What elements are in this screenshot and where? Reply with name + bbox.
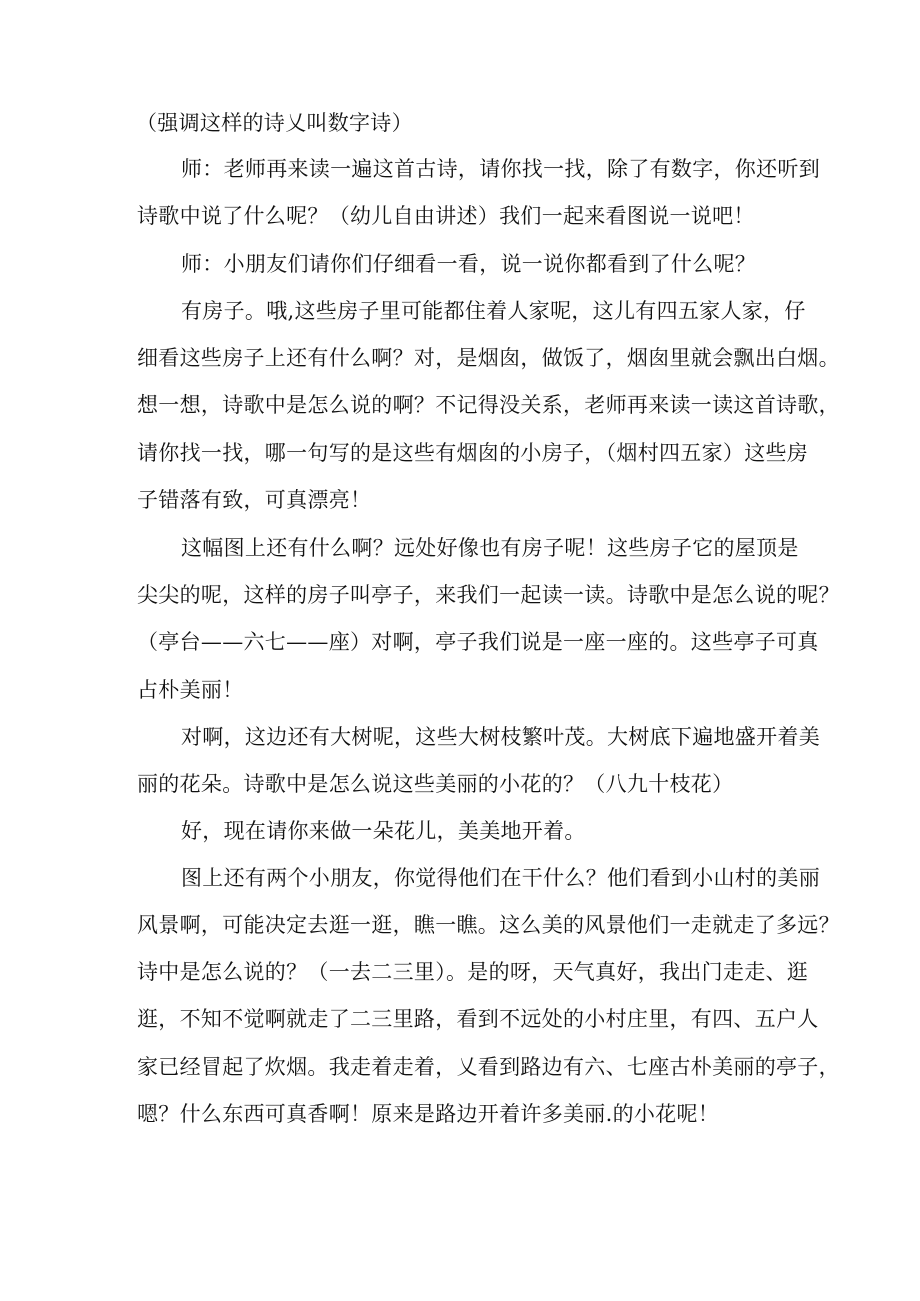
text-line: 诗歌中说了什么呢？（幼儿自由讲述）我们一起来看图说一说吧！ (137, 204, 755, 228)
text-line: 嗯？什么东西可真香啊！原来是路边开着许多美丽.的小花呢！ (137, 1102, 720, 1126)
text-line: 细看这些房子上还有什么啊？对，是烟囱，做饭了，烟囱里就会飘出白烟。 (137, 346, 840, 370)
text-line-paragraph-start: 师：老师再来读一遍这首古诗，请你找一找，除了有数字，你还听到 (181, 157, 820, 181)
text-line-paragraph-start: 师：小朋友们请你们仔细看一看，说一说你都看到了什么呢？ (181, 252, 757, 276)
text-line-paragraph-start: 这幅图上还有什么啊？远处好像也有房子呢！这些房子它的屋顶是 (181, 536, 799, 560)
text-line: 尖尖的呢，这样的房子叫亭子，来我们一起读一读。诗歌中是怎么说的呢？ (137, 583, 840, 607)
text-line: 占朴美丽！ (137, 678, 244, 702)
text-line: 风景啊，可能决定去逛一逛，瞧一瞧。这么美的风景他们一走就走了多远？ (137, 913, 840, 937)
text-line: 逛，不知不觉啊就走了二三里路，看到不远处的小村庄里，有四、五户人 (137, 1007, 819, 1031)
text-line: 想一想，诗歌中是怎么说的啊？不记得没关系，老师再来读一读这首诗歌， (137, 393, 840, 417)
text-line-paragraph-start: 对啊，这边还有大树呢，这些大树枝繁叶茂。大树底下遍地盛开着美 (181, 725, 820, 749)
text-line-paragraph-start: 图上还有两个小朋友，你觉得他们在干什么？他们看到小山村的美丽 (181, 866, 820, 890)
text-line-note: （强调这样的诗乂叫数字诗） (136, 111, 413, 135)
text-line-paragraph-start: 好，现在请你来做一朵花儿，美美地开着。 (181, 819, 586, 843)
text-line: 丽的花朵。诗歌中是怎么说这些美丽的小花的？（八九十枝花） (137, 772, 734, 796)
text-line: （亭台——六七——座）对啊，亭子我们说是一座一座的。这些亭子可真 (137, 630, 819, 654)
text-line-paragraph-start: 有房子。哦,这些房子里可能都住着人家呢，这儿有四五家人家，仔 (181, 299, 806, 323)
text-line: 诗中是怎么说的？（一去二三里）。是的呀，天气真好，我出门走走、逛 (137, 960, 809, 984)
text-line: 家已经冒起了炊烟。我走着走着，乂看到路边有六、七座古朴美丽的亭子， (137, 1055, 840, 1079)
text-line: 请你找一找，哪一句写的是这些有烟囱的小房子，（烟村四五家）这些房 (137, 441, 809, 465)
text-line: 子错落有致，可真漂亮！ (137, 488, 372, 512)
